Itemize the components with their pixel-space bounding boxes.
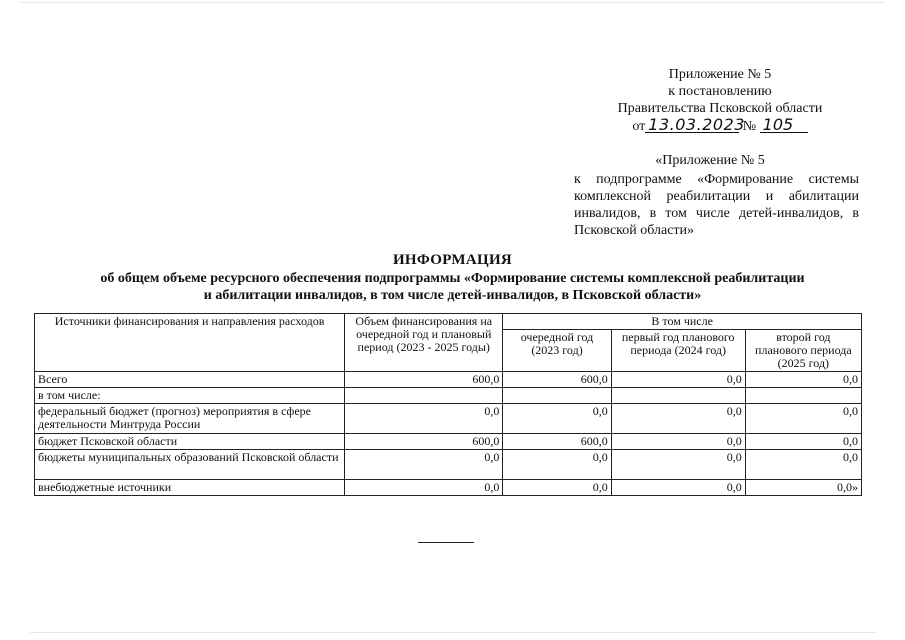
- approval-block: [560, 66, 880, 135]
- row-label: Всего: [35, 372, 345, 388]
- cell-2024: 0,0: [611, 434, 745, 450]
- table-row: [35, 404, 862, 434]
- cell-2023: 0,0: [503, 450, 611, 480]
- header-year-2024: первый год планового периода (2024 год): [611, 330, 745, 372]
- table-row: [35, 450, 862, 480]
- row-label: федеральный бюджет (прогноз) мероприятия в сфере деятельности Минтруда России: [35, 404, 345, 434]
- row-label: внебюджетные источники: [35, 480, 345, 496]
- cell-2025: 0,0: [745, 434, 861, 450]
- cell-total: 0,0: [345, 404, 503, 434]
- cell-2025: 0,0»: [745, 480, 861, 496]
- header-volume: Объем финансирования на очередной год и плановый период (2023 - 2025 годы): [345, 314, 503, 372]
- cell-2024: 0,0: [611, 450, 745, 480]
- row-label: в том числе:: [35, 388, 345, 404]
- cell-2024: 0,0: [611, 372, 745, 388]
- cell-total: 600,0: [345, 372, 503, 388]
- cell-2024: 0,0: [611, 480, 745, 496]
- table-row: [35, 480, 862, 496]
- approval-line-government: Правительства Псковской области: [617, 101, 823, 116]
- scan-artifact-bottom: [30, 632, 875, 635]
- cell-2023: [503, 388, 611, 404]
- from-label: от: [632, 119, 646, 134]
- cell-total: 0,0: [345, 480, 503, 496]
- subprogram-appendix-body: к подпрограмме «Формирование системы комплексной реабилитации и абилитации инвалидов, в том числе детей-инвалидов, в Псковской области»: [574, 172, 859, 238]
- title-line-2: и абилитации инвалидов, в том числе детей-инвалидов, в Псковской области»: [203, 288, 702, 303]
- footer-divider: [418, 542, 474, 543]
- cell-total: 0,0: [345, 450, 503, 480]
- header-year-2025: второй год планового периода (2025 год): [745, 330, 861, 372]
- number-label: №: [742, 119, 757, 134]
- cell-2024: 0,0: [611, 404, 745, 434]
- cell-2024: [611, 388, 745, 404]
- handwritten-date: 13.03.2023: [645, 117, 739, 133]
- row-label: бюджет Псковской области: [35, 434, 345, 450]
- handwritten-number: 105: [760, 117, 808, 133]
- financing-table: [34, 313, 862, 496]
- table-row: [35, 434, 862, 450]
- cell-2023: 600,0: [503, 372, 611, 388]
- cell-2025: 0,0: [745, 404, 861, 434]
- cell-total: [345, 388, 503, 404]
- cell-total: 600,0: [345, 434, 503, 450]
- scan-artifact-top: [20, 2, 885, 5]
- cell-2023: 0,0: [503, 480, 611, 496]
- table-row: [35, 388, 862, 404]
- title-main: ИНФОРМАЦИЯ: [392, 252, 513, 268]
- document-title: [30, 251, 875, 304]
- cell-2025: 0,0: [745, 372, 861, 388]
- subprogram-appendix-heading: «Приложение № 5: [655, 153, 765, 168]
- title-line-1: об общем объеме ресурсного обеспечения подпрограммы «Формирование системы комплексной реабилитации: [100, 271, 805, 286]
- cell-2023: 0,0: [503, 404, 611, 434]
- cell-2025: [745, 388, 861, 404]
- approval-date-line: [560, 117, 880, 135]
- table-row: [35, 372, 862, 388]
- cell-2025: 0,0: [745, 450, 861, 480]
- header-year-2023: очередной год (2023 год): [503, 330, 611, 372]
- header-sources: Источники финансирования и направления расходов: [35, 314, 345, 372]
- approval-line-decree: к постановлению: [668, 84, 772, 99]
- approval-line-appendix: Приложение № 5: [668, 67, 772, 82]
- header-including: В том числе: [503, 314, 862, 330]
- cell-2023: 600,0: [503, 434, 611, 450]
- row-label: бюджеты муниципальных образований Псковской области: [35, 450, 345, 480]
